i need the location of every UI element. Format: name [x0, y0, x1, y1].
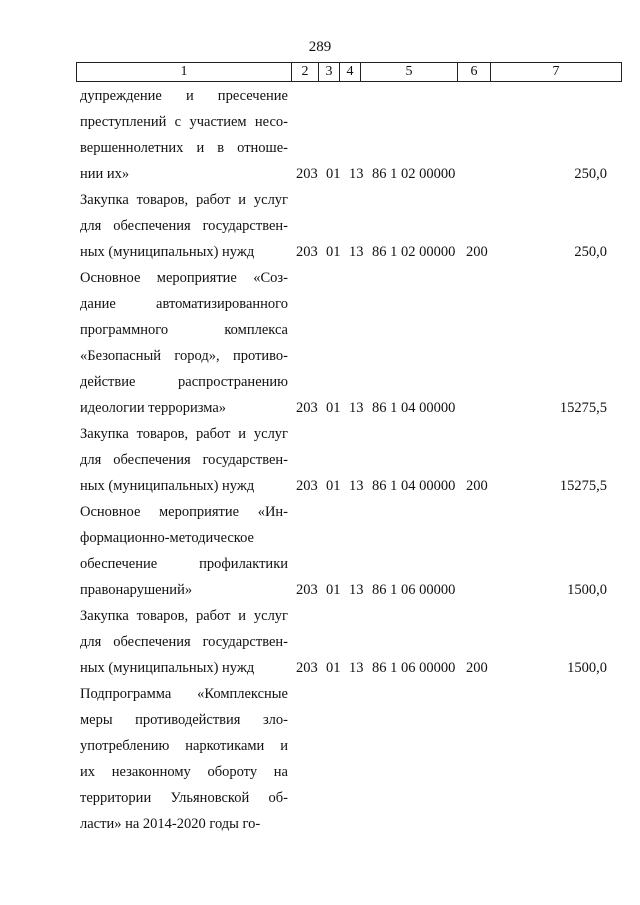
section-code: 01	[326, 400, 341, 416]
row-line	[0, 447, 640, 473]
subsection-code: 13	[349, 166, 364, 182]
column-header-5: 5	[361, 63, 458, 82]
row-description-line: ных (муниципальных) нужд	[80, 478, 255, 494]
row-description-line: дупреждение и пресечение	[80, 88, 288, 104]
expense-type-code: 200	[466, 244, 488, 260]
row-line	[0, 343, 640, 369]
row-line	[0, 499, 640, 525]
row-line	[0, 629, 640, 655]
row-description-line: идеологии терроризма»	[80, 400, 227, 416]
row-description-line: ласти» на 2014-2020 годы го-	[80, 816, 261, 832]
row-description-line: действие распространению	[80, 374, 288, 390]
row-line	[0, 473, 640, 499]
section-code: 01	[326, 582, 341, 598]
row-line	[0, 239, 640, 265]
section-code: 01	[326, 478, 341, 494]
expense-type-code: 200	[466, 660, 488, 676]
target-article-code: 86 1 02 00000	[372, 166, 456, 182]
subsection-code: 13	[349, 660, 364, 676]
grbs-code: 203	[296, 166, 318, 182]
row-line	[0, 759, 640, 785]
row-line	[0, 265, 640, 291]
table-row	[0, 187, 640, 265]
column-header-1: 1	[77, 63, 292, 82]
column-header-6: 6	[458, 63, 491, 82]
expense-type-code: 200	[466, 478, 488, 494]
row-line	[0, 421, 640, 447]
amount: 250,0	[574, 244, 607, 260]
row-line	[0, 291, 640, 317]
target-article-code: 86 1 02 00000	[372, 244, 456, 260]
column-header-row	[77, 63, 622, 82]
target-article-code: 86 1 06 00000	[372, 660, 456, 676]
row-description-line: Закупка товаров, работ и услуг	[80, 192, 288, 208]
amount: 15275,5	[559, 400, 607, 416]
amount: 1500,0	[567, 582, 607, 598]
row-line	[0, 395, 640, 421]
column-header-7: 7	[491, 63, 622, 82]
row-line	[0, 681, 640, 707]
row-description-line: обеспечение профилактики	[80, 556, 288, 572]
row-line	[0, 525, 640, 551]
table-row	[0, 603, 640, 681]
row-line	[0, 551, 640, 577]
target-article-code: 86 1 04 00000	[372, 478, 456, 494]
row-description-line: Закупка товаров, работ и услуг	[80, 426, 288, 442]
table-row	[0, 681, 640, 837]
row-line	[0, 213, 640, 239]
row-description-line: Подпрограмма «Комплексные	[80, 686, 288, 702]
section-code: 01	[326, 166, 341, 182]
column-header-4: 4	[340, 63, 361, 82]
row-line	[0, 187, 640, 213]
table-row	[0, 265, 640, 421]
section-code: 01	[326, 244, 341, 260]
amount: 1500,0	[567, 660, 607, 676]
row-description-line: нии их»	[80, 166, 130, 182]
column-header-3: 3	[319, 63, 340, 82]
row-line	[0, 161, 640, 187]
row-description-line: программного комплекса	[80, 322, 288, 338]
page-number: 289	[308, 39, 332, 55]
grbs-code: 203	[296, 478, 318, 494]
grbs-code: 203	[296, 660, 318, 676]
section-code: 01	[326, 660, 341, 676]
row-line	[0, 577, 640, 603]
budget-table-body	[0, 83, 640, 837]
subsection-code: 13	[349, 244, 364, 260]
row-line	[0, 109, 640, 135]
column-header-table	[76, 62, 622, 82]
row-description-line: для обеспечения государствен-	[80, 634, 288, 650]
row-description-line: для обеспечения государствен-	[80, 452, 288, 468]
row-line	[0, 811, 640, 837]
row-description-line: Основное мероприятие «Соз-	[80, 270, 288, 286]
row-description-line: их незаконному обороту на	[80, 764, 288, 780]
amount: 15275,5	[559, 478, 607, 494]
row-description-line: территории Ульяновской об-	[80, 790, 288, 806]
row-line	[0, 135, 640, 161]
table-row	[0, 83, 640, 187]
grbs-code: 203	[296, 400, 318, 416]
row-line	[0, 317, 640, 343]
row-line	[0, 707, 640, 733]
row-description-line: ных (муниципальных) нужд	[80, 244, 255, 260]
row-description-line: Основное мероприятие «Ин-	[80, 504, 288, 520]
row-description-line: дание автоматизированного	[80, 296, 288, 312]
row-description-line: употреблению наркотиками и	[80, 738, 288, 754]
row-description-line: преступлений с участием несо-	[80, 114, 288, 130]
row-description-line: Закупка товаров, работ и услуг	[80, 608, 288, 624]
row-description-line: меры противодействия зло-	[80, 712, 288, 728]
grbs-code: 203	[296, 582, 318, 598]
row-line	[0, 83, 640, 109]
target-article-code: 86 1 06 00000	[372, 582, 456, 598]
row-description-line: правонарушений»	[80, 582, 193, 598]
row-line	[0, 733, 640, 759]
row-description-line: ных (муниципальных) нужд	[80, 660, 255, 676]
table-row	[0, 421, 640, 499]
subsection-code: 13	[349, 582, 364, 598]
row-description-line: «Безопасный город», противо-	[80, 348, 288, 364]
row-description-line: для обеспечения государствен-	[80, 218, 288, 234]
row-line	[0, 603, 640, 629]
row-line	[0, 655, 640, 681]
subsection-code: 13	[349, 400, 364, 416]
row-description-line: вершеннолетних и в отноше-	[80, 140, 288, 156]
target-article-code: 86 1 04 00000	[372, 400, 456, 416]
row-description-line: формационно-методическое	[80, 530, 254, 546]
subsection-code: 13	[349, 478, 364, 494]
table-row	[0, 499, 640, 603]
row-line	[0, 785, 640, 811]
amount: 250,0	[574, 166, 607, 182]
column-header-2: 2	[292, 63, 319, 82]
row-line	[0, 369, 640, 395]
grbs-code: 203	[296, 244, 318, 260]
